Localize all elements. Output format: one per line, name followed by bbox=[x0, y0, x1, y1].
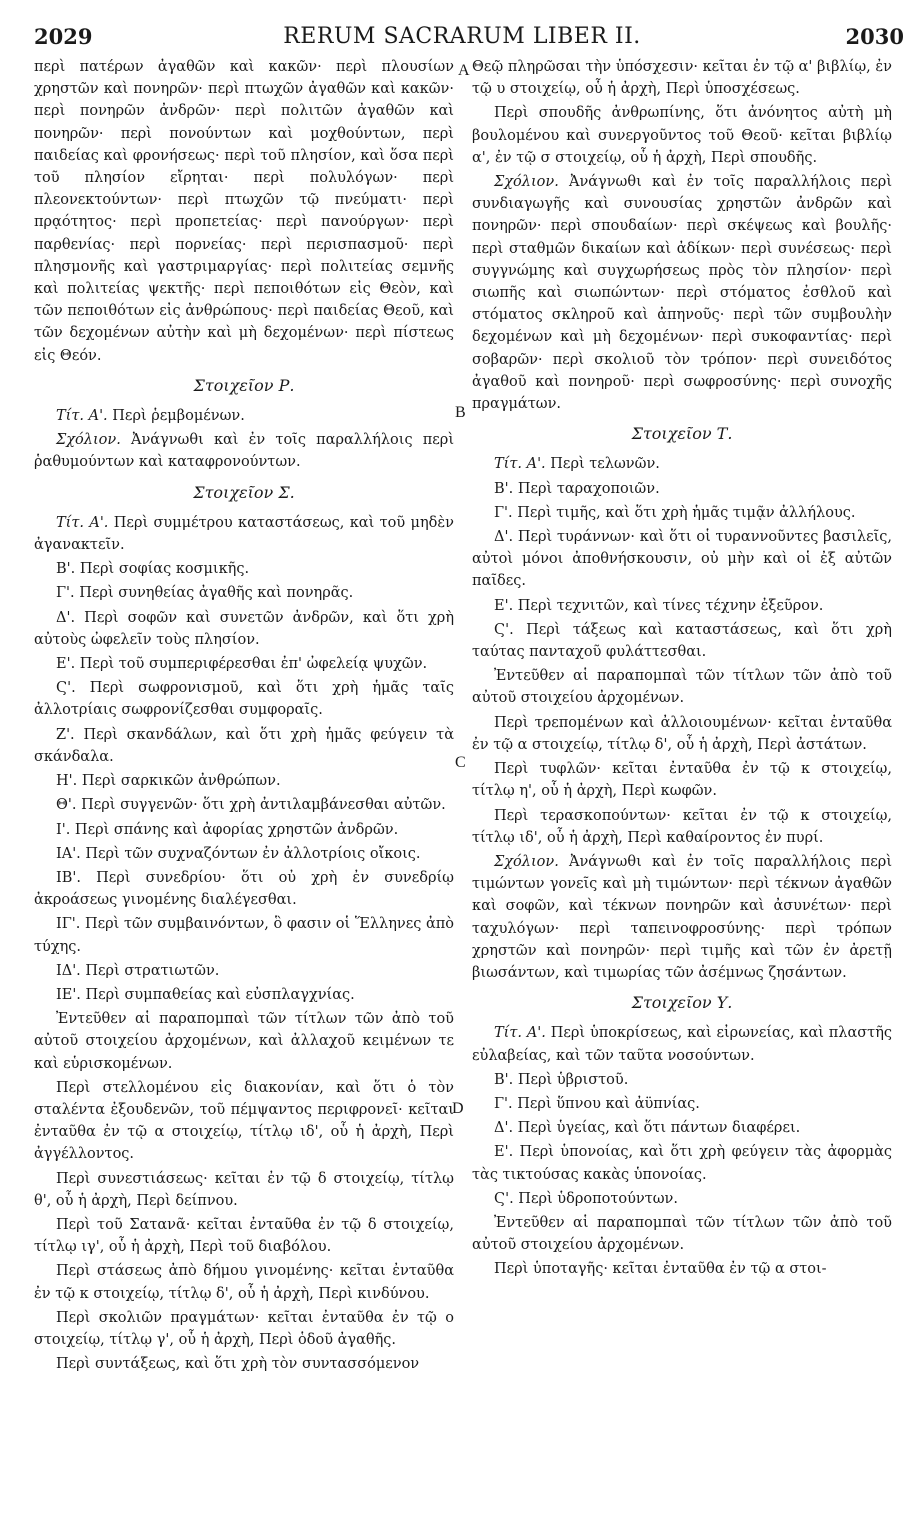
cross-reference: Περὶ τοῦ Σατανᾶ· κεῖται ἐνταῦθα ἐν τῷ δ στοιχείῳ, τίτλῳ ιγ', οὗ ἡ ἀρχὴ, Περὶ τοῦ διαβόλου. bbox=[34, 1216, 454, 1256]
scholion-label: Σχόλιον. bbox=[494, 853, 559, 870]
scholion bbox=[34, 429, 454, 473]
margin-letter-d: D bbox=[452, 1100, 464, 1117]
section-heading-rho: Στοιχεῖον Ρ. bbox=[193, 375, 295, 395]
title-text: Περὶ τελωνῶν. bbox=[550, 456, 660, 473]
title-entry: Ε'. Περὶ τοῦ συμπεριφέρεσθαι ἐπ' ὠφελείᾳ ψυχῶν. bbox=[56, 656, 428, 673]
title-entry: Ϛ'. Περὶ τάξεως καὶ καταστάσεως, καὶ ὅτι χρὴ ταύτας πανταχοῦ φυλάττεσθαι. bbox=[472, 621, 892, 661]
page-header bbox=[0, 0, 924, 48]
title-entry: Ϛ'. Περὶ ὑδροποτούντων. bbox=[494, 1190, 678, 1207]
page-number-left: 2029 bbox=[34, 24, 93, 49]
margin-letter-b: B bbox=[455, 404, 466, 421]
title-label: Τίτ. Α'. bbox=[494, 1025, 546, 1042]
title-entry: Ζ'. Περὶ σκανδάλων, καὶ ὅτι χρὴ ἡμᾶς φεύγειν τὰ σκάνδαλα. bbox=[34, 726, 454, 765]
title-entry: Ε'. Περὶ ὑπονοίας, καὶ ὅτι χρὴ φεύγειν τὰς ἀφορμὰς τὰς τικτούσας κακὰς ὑπονοίας. bbox=[472, 1144, 892, 1183]
cross-reference-intro: Ἐντεῦθεν αἱ παραπομπαὶ τῶν τίτλων τῶν ἀπὸ τοῦ αὐτοῦ στοιχείου ἀρχομένων. bbox=[472, 668, 892, 707]
title-entry bbox=[472, 1022, 892, 1066]
title-label: Τίτ. Α'. bbox=[56, 514, 109, 531]
title-entry: ΙΑ'. Περὶ τῶν συχναζόντων ἐν ἀλλοτρίοις οἴκοις. bbox=[56, 845, 421, 862]
title-entry: Ϛ'. Περὶ σωφρονισμοῦ, καὶ ὅτι χρὴ ἡμᾶς ταῖς ἀλλοτρίαις σωφρονίζεσθαι συμφοραῖς. bbox=[34, 680, 454, 719]
cross-reference: Περὶ σπουδῆς ἀνθρωπίνης, ὅτι ἀνόνητος αὐτὴ μὴ βουλομένου καὶ συνεργοῦντος τοῦ Θεοῦ· κεῖται βιβλίῳ α', ἐν τῷ σ στοιχείῳ, οὗ ἡ ἀρχὴ, Περὶ σπουδῆς. bbox=[472, 105, 892, 166]
left-column bbox=[34, 56, 454, 1377]
scholion bbox=[472, 171, 892, 415]
title-label: Τίτ. Α'. bbox=[56, 408, 108, 425]
title-entry: Γ'. Περὶ ὕπνου καὶ ἀϋπνίας. bbox=[494, 1095, 700, 1112]
title-entry: Ι'. Περὶ σπάνης καὶ ἀφορίας χρηστῶν ἀνδρῶν. bbox=[56, 821, 399, 838]
title-entry: Β'. Περὶ ὑβριστοῦ. bbox=[494, 1071, 629, 1088]
margin-letter-c: C bbox=[455, 754, 466, 771]
title-entry bbox=[34, 512, 454, 556]
cross-reference: Περὶ στάσεως ἀπὸ δήμου γινομένης· κεῖται ἐνταῦθα ἐν τῷ κ στοιχείῳ, τίτλῳ δ', οὗ ἡ ἀρχὴ, Περὶ κινδύνου. bbox=[34, 1263, 454, 1302]
cross-reference: Περὶ τρεπομένων καὶ ἀλλοιουμένων· κεῖται ἐνταῦθα ἐν τῷ α στοιχείῳ, τίτλῳ δ', οὗ ἡ ἀρχὴ, Περὶ ἀστάτων. bbox=[472, 714, 892, 753]
section-heading-sigma: Στοιχεῖον Σ. bbox=[193, 482, 295, 502]
title-entry: Θ'. Περὶ συγγενῶν· ὅτι χρὴ ἀντιλαμβάνεσθαι αὐτῶν. bbox=[56, 797, 446, 814]
margin-letter-a: A bbox=[458, 62, 470, 79]
paragraph: Θεῷ πληρῶσαι τὴν ὑπόσχεσιν· κεῖται ἐν τῷ α' βιβλίῳ, ἐν τῷ υ στοιχείῳ, οὗ ἡ ἀρχὴ, Περὶ ὑποσχέσεως. bbox=[472, 59, 892, 98]
scholion-text: Ἀνάγνωθι καὶ ἐν τοῖς παραλλήλοις περὶ ῥαθυμούντων καὶ καταφρονούντων. bbox=[34, 432, 454, 471]
title-entry: ΙΓ'. Περὶ τῶν συμβαινόντων, ὃ φασιν οἱ Ἕλληνες ἀπὸ τύχης. bbox=[34, 916, 454, 955]
cross-reference: Περὶ συντάξεως, καὶ ὅτι χρὴ τὸν συντασσόμενον bbox=[56, 1356, 420, 1373]
running-title: RERUM SACRARUM LIBER II. bbox=[283, 24, 641, 49]
title-text: Περὶ συμμέτρου καταστάσεως, καὶ τοῦ μηδὲν ἀγανακτεῖν. bbox=[34, 514, 454, 554]
title-entry: ΙΔ'. Περὶ στρατιωτῶν. bbox=[56, 962, 220, 979]
title-entry bbox=[472, 453, 892, 475]
cross-reference: Περὶ στελλομένου εἰς διακονίαν, καὶ ὅτι ὁ τὸν σταλέντα ἐξουδενῶν, τοῦ πέμψαντος περιφρονεῖ· κεῖται ἐνταῦθα ἐν τῷ α στοιχείῳ, τίτλῳ ιδ', οὗ ἡ ἀρχὴ, Περὶ ἀγγέλλοντος. bbox=[34, 1079, 454, 1163]
title-text: Περὶ ὑποκρίσεως, καὶ εἰρωνείας, καὶ πλαστῆς εὐλαβείας, καὶ τῶν ταῦτα νοσούντων. bbox=[472, 1025, 893, 1064]
cross-reference-intro: Ἐντεῦθεν αἱ παραπομπαὶ τῶν τίτλων τῶν ἀπὸ τοῦ αὐτοῦ στοιχείου ἀρχομένων. bbox=[472, 1214, 892, 1254]
title-entry: ΙΕ'. Περὶ συμπαθείας καὶ εὐσπλαγχνίας. bbox=[56, 986, 355, 1003]
title-entry: Δ'. Περὶ τυράννων· καὶ ὅτι οἱ τυραννοῦντες βασιλεῖς, αὐτοὶ μόνοι ἀποθνήσκουσιν, οὐ μὴν καὶ οἱ ἐξ αὐτῶν παῖδες. bbox=[472, 529, 892, 590]
cross-reference: Περὶ τυφλῶν· κεῖται ἐνταῦθα ἐν τῷ κ στοιχείῳ, τίτλῳ η', οὗ ἡ ἀρχὴ, Περὶ κωφῶν. bbox=[472, 761, 892, 800]
title-entry: Γ'. Περὶ τιμῆς, καὶ ὅτι χρὴ ἡμᾶς τιμᾷν ἀλλήλους. bbox=[494, 504, 856, 521]
title-entry: Ε'. Περὶ τεχνιτῶν, καὶ τίνες τέχνην ἐξεῦρον. bbox=[494, 597, 824, 614]
title-entry: Δ'. Περὶ σοφῶν καὶ συνετῶν ἀνδρῶν, καὶ ὅτι χρὴ αὐτοὺς ὠφελεῖν τοὺς πλησίον. bbox=[34, 609, 454, 648]
cross-reference: Περὶ τερασκοπούντων· κεῖται ἐν τῷ κ στοιχείῳ, τίτλῳ ιδ', οὗ ἡ ἀρχὴ, Περὶ καθαίροντος ἐν πυρί. bbox=[472, 807, 892, 846]
title-entry bbox=[34, 405, 454, 427]
scholion-label: Σχόλιον. bbox=[56, 432, 121, 449]
title-text: Περὶ ῥεμβομένων. bbox=[112, 408, 245, 425]
section-heading-tau: Στοιχεῖον Τ. bbox=[631, 424, 733, 444]
right-column bbox=[472, 56, 892, 1283]
title-entry: Β'. Περὶ σοφίας κοσμικῆς. bbox=[56, 561, 250, 578]
title-entry: ΙΒ'. Περὶ συνεδρίου· ὅτι οὐ χρὴ ἐν συνεδρίῳ ἀκροάσεως γινομένης διαλέγεσθαι. bbox=[34, 869, 454, 909]
title-entry: Η'. Περὶ σαρκικῶν ἀνθρώπων. bbox=[56, 773, 281, 790]
title-entry: Β'. Περὶ ταραχοποιῶν. bbox=[494, 480, 660, 497]
cross-reference: Περὶ σκολιῶν πραγμάτων· κεῖται ἐνταῦθα ἐν τῷ ο στοιχείῳ, τίτλῳ γ', οὗ ἡ ἀρχὴ, Περὶ ὁδοῦ ἀγαθῆς. bbox=[34, 1309, 454, 1348]
scholion-text: Ἀνάγνωθι καὶ ἐν τοῖς παραλλήλοις περὶ συνδιαγωγῆς καὶ συνουσίας χρηστῶν ἀνδρῶν καὶ πονηρῶν· περὶ σπουδαίων· περὶ σκέψεως καὶ βουλῆς· περὶ σταθμῶν δικαίων καὶ ἀδίκων· περὶ συνέσεως· περὶ συγγνώμης καὶ συγχωρήσεως πρὸς τὸν πλησίον· περὶ σιωπῆς καὶ σιωπώντων· περὶ στόματος ἐσθλοῦ καὶ στόματος σκληροῦ καὶ ἀπηνοῦς· περὶ τῶν συμβουλὴν δεχομένων καὶ μὴ δεχομένων· περὶ συκοφαντίας· περὶ σοβαρῶν· περὶ σκολιοῦ τὸν τρόπον· περὶ συνειδότος ἀγαθοῦ καὶ πονηροῦ· περὶ σωφροσύνης· περὶ συνοχῆς πραγμάτων. bbox=[472, 174, 892, 413]
section-heading-upsilon: Στοιχεῖον Υ. bbox=[631, 993, 733, 1013]
cross-reference: Περὶ ὑποταγῆς· κεῖται ἐνταῦθα ἐν τῷ α στοι- bbox=[494, 1261, 827, 1278]
page-number-right: 2030 bbox=[845, 24, 904, 49]
title-label: Τίτ. Α'. bbox=[494, 456, 546, 473]
cross-reference: Περὶ συνεστιάσεως· κεῖται ἐν τῷ δ στοιχείῳ, τίτλῳ θ', οὗ ἡ ἀρχὴ, Περὶ δείπνου. bbox=[34, 1170, 454, 1209]
scholion bbox=[472, 851, 892, 984]
title-entry: Δ'. Περὶ ὑγείας, καὶ ὅτι πάντων διαφέρει. bbox=[494, 1120, 801, 1137]
scholion-label: Σχόλιον. bbox=[494, 174, 559, 191]
title-entry: Γ'. Περὶ συνηθείας ἀγαθῆς καὶ πονηρᾶς. bbox=[56, 585, 354, 602]
scholion-text: Ἀνάγνωθι καὶ ἐν τοῖς παραλλήλοις περὶ τιμώντων γονεῖς καὶ μὴ τιμώντων· περὶ τέκνων ἀγαθῶν καὶ σοφῶν, καὶ τέκνων πονηρῶν καὶ ἀσυνέτων· περὶ ταχυλόγων· περὶ ταπεινοφροσύνης· περὶ τρόπων χρηστῶν καὶ πονηρῶν· περὶ τιμῆς καὶ τῶν ἐν ἀρετῇ βιωσάντων, καὶ τιμωρίας τῶν ἀσέμνως ζησάντων. bbox=[472, 853, 892, 981]
cross-reference-intro: Ἐντεῦθεν αἱ παραπομπαὶ τῶν τίτλων τῶν ἀπὸ τοῦ αὐτοῦ στοιχείου ἀρχομένων, καὶ ἀλλαχοῦ κειμένων τε καὶ εὑρισκομένων. bbox=[34, 1011, 454, 1072]
paragraph: περὶ πατέρων ἀγαθῶν καὶ κακῶν· περὶ πλουσίων χρηστῶν καὶ πονηρῶν· περὶ πτωχῶν ἀγαθῶν καὶ κακῶν· περὶ πονηρῶν ἀνδρῶν· περὶ πολιτῶν ἀγαθῶν καὶ πονηρῶν· περὶ πονούντων καὶ μοχθούντων, περὶ παιδείας καὶ φρονήσεως· περὶ τοῦ πλησίον, καὶ ὅσα περὶ τοῦ πλησίον εἴρηται· περὶ πολυλόγων· περὶ πλεονεκτούντων· περὶ πτωχῶν τῷ πνεύματι· περὶ πρᾳότητος· περὶ προπετείας· περὶ πανούργων· περὶ παρθενίας· περὶ πορνείας· περὶ περισπασμοῦ· περὶ πλησμονῆς καὶ γαστριμαργίας· περὶ πολιτείας σεμνῆς καὶ πολιτείας ψεκτῆς· περὶ πεποιθότων εἰς Θεὸν, καὶ τῶν πεποιθότων εἰς ἀνθρώπους· περὶ παιδείας Θεοῦ, καὶ τῶν δεχομένων αὐτὴν καὶ μὴ δεχομένων· περὶ πίστεως εἰς Θεόν. bbox=[34, 59, 454, 364]
